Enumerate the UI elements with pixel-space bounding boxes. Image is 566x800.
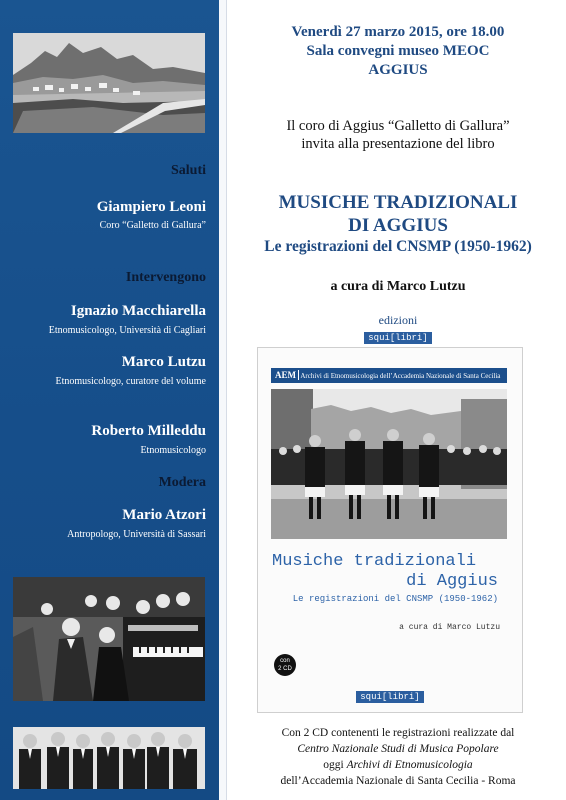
speaker-name: Marco Lutzu: [121, 354, 206, 370]
cover-logo: squi[libri]: [356, 691, 423, 703]
publisher-logo-wrap: [230, 327, 566, 345]
speaker-role: Etnomusicologo, Università di Cagliari: [48, 325, 206, 336]
footer-line-3-prefix: oggi: [323, 759, 347, 771]
landscape-photo: [13, 33, 205, 133]
footer-line-3-italic: Archivi di Etnomusicologia: [346, 759, 473, 771]
greeting-role: Coro “Galletto di Gallura”: [99, 220, 206, 231]
cover-series-abbr: AEM: [275, 370, 299, 380]
moderator-heading: Modera: [158, 475, 206, 490]
cover-series-name: Archivi di Etnomusicologia dell’Accademia Nazionale di Santa Cecilia: [300, 372, 501, 380]
footer-line-3: [230, 759, 566, 771]
cover-series-band: [271, 368, 507, 383]
publisher-logo: squi[libri]: [364, 332, 431, 344]
footer-line-4: dell’Accademia Nazionale di Santa Cecilia - Roma: [280, 775, 516, 787]
moderator-name: Mario Atzori: [122, 507, 206, 523]
event-date: Venerdì 27 marzo 2015, ore 18.00: [291, 24, 505, 40]
cover-curator: a cura di Marco Lutzu: [399, 623, 500, 632]
speaker-role: Etnomusicologo: [140, 445, 206, 456]
cd-badge: [274, 654, 296, 676]
speaker-role: Etnomusicologo, curatore del volume: [55, 376, 206, 387]
choir-group-photo: [13, 727, 205, 789]
book-cover: [257, 347, 523, 713]
cover-subtitle: Le registrazioni del CNSMP (1950-1962): [292, 594, 498, 604]
cover-logo-wrap: [258, 686, 522, 704]
greetings-heading: Saluti: [170, 163, 206, 178]
speaker-name: Roberto Milleddu: [91, 423, 206, 439]
cd-badge-line-1: con: [280, 658, 290, 664]
cover-title-line-2: di Aggius: [406, 572, 498, 591]
book-title-line-1: MUSICHE TRADIZIONALI: [278, 192, 518, 213]
speaker-name: Ignazio Macchiarella: [70, 303, 206, 319]
invite-line-2: invita alla presentazione del libro: [301, 136, 495, 152]
footer-line-2: Centro Nazionale Studi di Musica Popolare: [297, 743, 499, 755]
cd-badge-line-2: 2 CD: [278, 666, 292, 672]
event-venue: Sala convegni museo MEOC: [306, 43, 490, 59]
moderator-role: Antropologo, Università di Sassari: [67, 529, 206, 540]
greeting-name: Giampiero Leoni: [96, 199, 206, 215]
publisher-label: edizioni: [378, 313, 418, 327]
book-curator: a cura di Marco Lutzu: [330, 279, 466, 294]
speakers-heading: Intervengono: [125, 270, 206, 285]
book-subtitle: Le registrazioni del CNSMP (1950-1962): [264, 238, 532, 255]
cover-title-line-1: Musiche tradizionali: [272, 552, 477, 571]
event-town: AGGIUS: [368, 62, 428, 78]
invite-line-1: Il coro di Aggius “Galletto di Gallura”: [286, 118, 510, 134]
choir-piano-photo: [13, 577, 205, 701]
book-title-line-2: DI AGGIUS: [348, 215, 448, 236]
footer-line-1: Con 2 CD contenenti le registrazioni realizzate dal: [281, 727, 515, 739]
cover-procession-photo: [271, 389, 507, 539]
panel-divider-shadow: [226, 0, 227, 800]
panel-divider: [219, 0, 226, 800]
